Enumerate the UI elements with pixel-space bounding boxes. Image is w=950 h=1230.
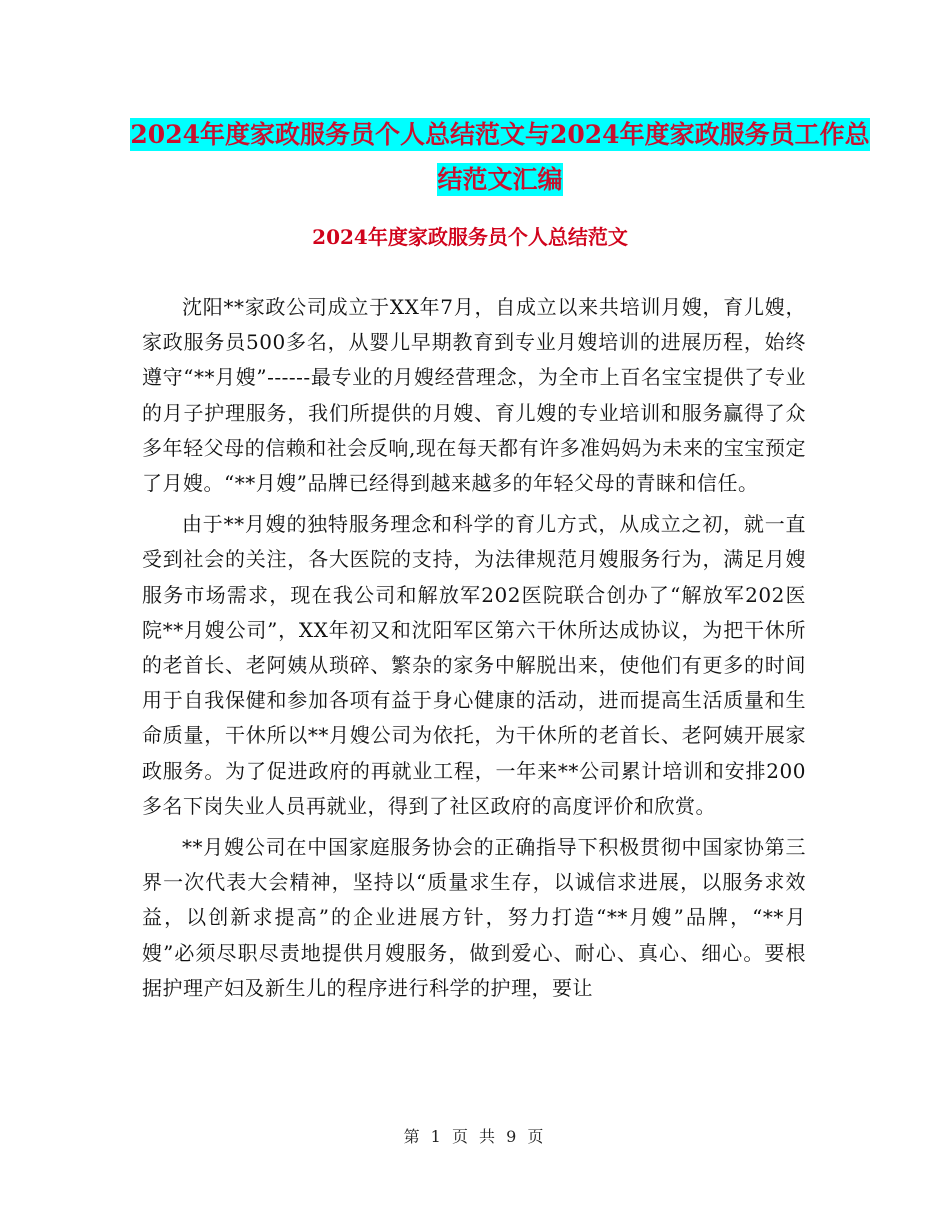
section-title: 2024年度家政服务员个人总结范文 — [312, 225, 628, 249]
document-title — [120, 112, 880, 202]
body-paragraph-2: 由于**月嫂的独特服务理念和科学的育儿方式，从成立之初，就一直受到社会的关注，各大医院的支持，为法律规范月嫂服务行为，满足月嫂服务市场需求，现在我公司和解放军202医院联合创办了“解放军202医院**月嫂公司”，XX年初又和沈阳军区第六干休所达成协议，为把干休所的老首长、老阿姨从琐碎、繁杂的家务中解脱出来，使他们有更多的时间用于自我保健和参加各项有益于身心健康的活动，进而提高生活质量和生命质量，干休所以**月嫂公司为依托，为干休所的老首长、老阿姨开展家政服务。为了促进政府的再就业工程，一年来**公司累计培训和安排200多名下岗失业人员再就业，得到了社区政府的高度评价和欣赏。 — [142, 512, 806, 818]
page-footer: 第 1 页 共 9 页 — [403, 1127, 547, 1146]
document-body — [142, 290, 806, 1012]
document-title-highlight: 2024年度家政服务员个人总结范文与2024年度家政服务员工作总结范文汇编 — [130, 120, 870, 194]
body-paragraph-1: 沈阳**家政公司成立于XX年7月，自成立以来共培训月嫂，育儿嫂，家政服务员500多名，从婴儿早期教育到专业月嫂培训的进展历程，始终遵守“**月嫂”------最专业的月嫂经营理念，为全市上百名宝宝提供了专业的月子护理服务，我们所提供的月嫂、育儿嫂的专业培训和服务赢得了众多年轻父母的信赖和社会反响,现在每天都有许多准妈妈为未来的宝宝预定了月嫂。“**月嫂”品牌已经得到越来越多的年轻父母的青睐和信任。 — [142, 295, 806, 496]
body-paragraph-3: **月嫂公司在中国家庭服务协会的正确指导下积极贯彻中国家协第三界一次代表大会精神，坚持以“质量求生存，以诚信求进展，以服务求效益，以创新求提高”的企业进展方针，努力打造“**月嫂”品牌，“**月嫂”必须尽职尽责地提供月嫂服务，做到爱心、耐心、真心、细心。要根据护理产妇及新生儿的程序进行科学的护理，要让 — [142, 835, 806, 1000]
